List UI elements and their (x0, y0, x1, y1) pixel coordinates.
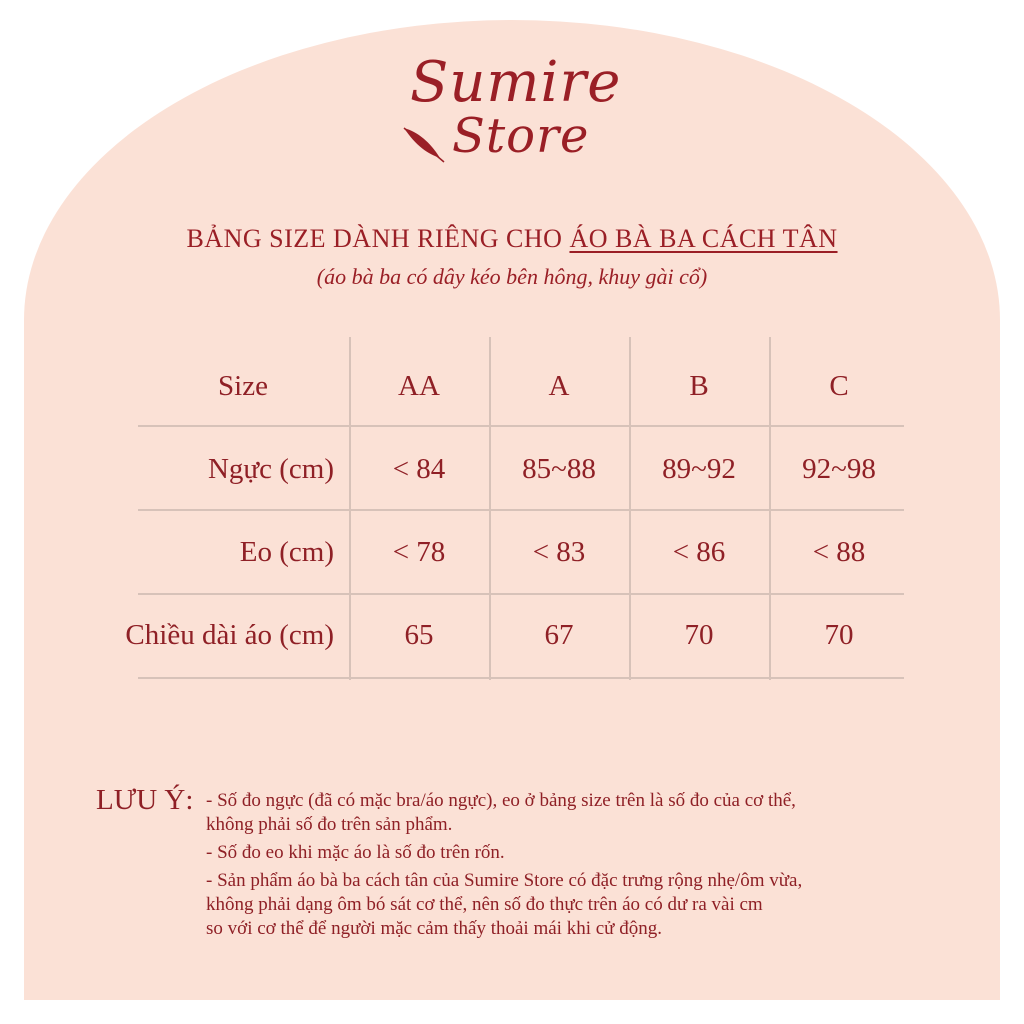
length-a: 67 (544, 619, 574, 651)
header-size-b: B (689, 370, 709, 402)
note-line: không phải dạng ôm bó sát cơ thể, nên số đo thực trên áo có dư ra vài cm (206, 894, 763, 915)
waist-c: < 88 (812, 536, 866, 568)
brand-line1: Sumire (410, 50, 622, 115)
note-line: so với cơ thể để người mặc cảm thấy thoải mái khi cử động. (206, 918, 662, 939)
page-title (0, 224, 1024, 254)
note-line: - Số đo ngực (đã có mặc bra/áo ngực), eo ở bảng size trên là số đo của cơ thể, (206, 790, 796, 811)
length-b: 70 (684, 619, 714, 651)
note-label: LƯU Ý: (96, 784, 194, 816)
note-line: - Số đo eo khi mặc áo là số đo trên rốn. (206, 842, 505, 863)
grid-hline (138, 677, 904, 679)
waist-aa: < 78 (392, 536, 446, 568)
row-label-waist: Eo (cm) (239, 536, 334, 568)
grid-hline (138, 425, 904, 427)
length-aa: 65 (404, 619, 434, 651)
header-size-label: Size (218, 370, 268, 402)
row-label-length: Chiều dài áo (cm) (125, 619, 334, 651)
grid-hline (138, 593, 904, 595)
chest-a: 85~88 (522, 453, 596, 485)
waist-b: < 86 (672, 536, 726, 568)
row-label-chest: Ngực (cm) (207, 453, 334, 485)
header-size-aa: AA (398, 370, 440, 402)
chest-b: 89~92 (662, 453, 736, 485)
chest-c: 92~98 (802, 453, 876, 485)
feather-icon (400, 122, 450, 166)
waist-a: < 83 (532, 536, 586, 568)
size-table (125, 337, 904, 680)
title-highlight: ÁO BÀ BA CÁCH TÂN (569, 224, 838, 253)
title-prefix: BẢNG SIZE DÀNH RIÊNG CHO (186, 224, 570, 253)
brand-line2: Store (452, 108, 590, 164)
chest-aa: < 84 (392, 453, 446, 485)
note-line: - Sản phẩm áo bà ba cách tân của Sumire Store có đặc trưng rộng nhẹ/ôm vừa, (206, 870, 803, 891)
note-line: không phải số đo trên sản phẩm. (206, 814, 453, 835)
length-c: 70 (824, 619, 854, 651)
header-size-c: C (829, 370, 849, 402)
page-subtitle: (áo bà ba có dây kéo bên hông, khuy gài cổ) (316, 264, 708, 289)
brand-logo (400, 50, 640, 170)
grid-hline (138, 509, 904, 511)
header-size-a: A (548, 370, 570, 402)
